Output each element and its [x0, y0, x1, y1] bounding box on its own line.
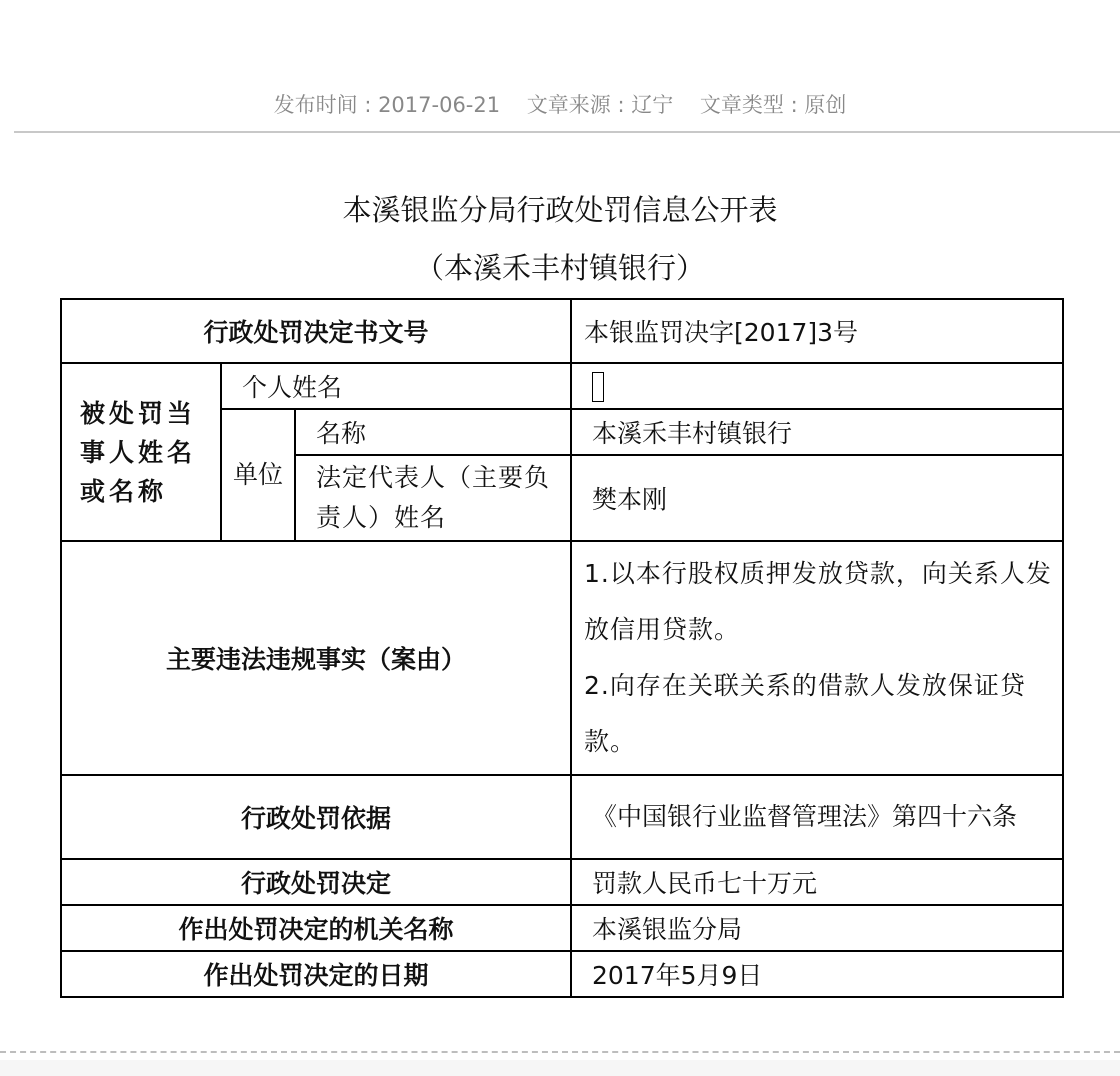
unit-name-value: 本溪禾丰村镇银行 [571, 409, 1063, 455]
header-divider [14, 131, 1120, 133]
table-row [61, 299, 1063, 363]
footer-strip [0, 1060, 1120, 1076]
document-title: 本溪银监分局行政处罚信息公开表 [342, 193, 778, 227]
unit-name-label: 名称 [295, 409, 571, 455]
empty-value-box [592, 372, 604, 402]
table-row [61, 541, 1063, 775]
publish-time: 发布时间 : 2017-06-21 [273, 93, 501, 117]
footer-dashed-divider [0, 1051, 1120, 1053]
individual-name-label: 个人姓名 [221, 363, 571, 409]
fact-item: 2.向存在关联关系的借款人发放保证贷款。 [584, 671, 1026, 756]
facts-value [571, 541, 1063, 775]
unit-label: 单位 [221, 409, 295, 541]
facts-label: 主要违法违规事实（案由） [61, 541, 571, 775]
decision-number-value: 本银监罚决字[2017]3号 [571, 299, 1063, 363]
legal-rep-value: 樊本刚 [571, 455, 1063, 541]
individual-name-value [571, 363, 1063, 409]
authority-label: 作出处罚决定的机关名称 [61, 905, 571, 951]
basis-value: 《中国银行业监督管理法》第四十六条 [571, 775, 1063, 859]
authority-value: 本溪银监分局 [571, 905, 1063, 951]
basis-label: 行政处罚依据 [61, 775, 571, 859]
table-row [61, 363, 1063, 409]
table-row [61, 859, 1063, 905]
article-meta-bar [0, 88, 1120, 122]
table-row [61, 775, 1063, 859]
article-source: 文章来源 : 辽宁 [526, 93, 674, 117]
penalty-info-table [60, 298, 1064, 998]
article-type: 文章类型 : 原创 [699, 93, 847, 117]
date-label: 作出处罚决定的日期 [61, 951, 571, 997]
document-subtitle: （本溪禾丰村镇银行） [414, 251, 705, 285]
decision-label: 行政处罚决定 [61, 859, 571, 905]
table-row [61, 951, 1063, 997]
table-row [61, 905, 1063, 951]
legal-rep-label: 法定代表人（主要负责人）姓名 [295, 455, 571, 541]
decision-value: 罚款人民币七十万元 [571, 859, 1063, 905]
fact-item: 1.以本行股权质押发放贷款，向关系人发放信用贷款。 [584, 559, 1052, 644]
date-value: 2017年5月9日 [571, 951, 1063, 997]
party-group-label: 被处罚当事人姓名或名称 [61, 363, 221, 541]
decision-number-label: 行政处罚决定书文号 [61, 299, 571, 363]
